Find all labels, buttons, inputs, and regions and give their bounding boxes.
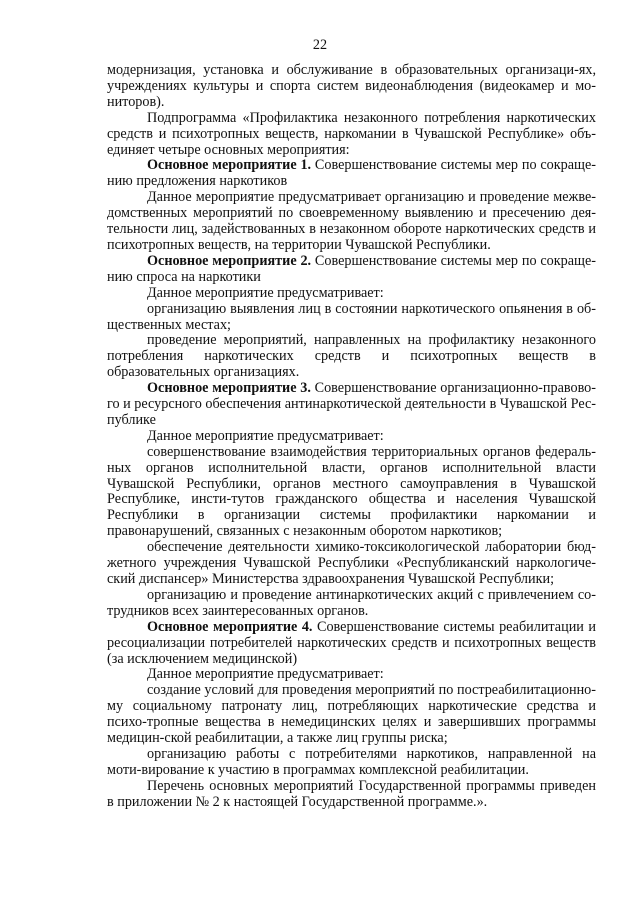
paragraph-text: Перечень основных мероприятий Государственной программы приведен в приложении № 2 к настоящей Государственной программе.». xyxy=(107,777,596,810)
paragraph-text: организацию выявления лиц в состоянии наркотического опьянения в об-щественных местах; xyxy=(107,300,596,333)
paragraph xyxy=(107,190,596,254)
section-heading: Основное мероприятие 2. xyxy=(147,252,312,269)
paragraph xyxy=(107,429,596,445)
paragraph xyxy=(107,302,596,334)
section-heading: Основное мероприятие 1. xyxy=(147,157,312,174)
section-paragraph xyxy=(107,620,596,668)
paragraph-text: Подпрограмма «Профилактика незаконного потребления наркотических средств и психотропных веществ, наркомании в Чувашской Республике» объ-единяет четыре основных мероприятия: xyxy=(107,109,596,158)
paragraph-text: Совершенствование организационно-правово-го и ресурсного обеспечения антинаркотической деятельности в Чувашской Рес-публике xyxy=(107,380,596,428)
paragraph-text: создание условий для проведения мероприятий по постреабилитационно-му социальному патронату лиц, потребляющих наркотические средства и психо-тропные вещества в немедицинских целях и завершивших программы медицин-ской реабилитации, а также лиц группы риска; xyxy=(107,682,596,747)
section-heading: Основное мероприятие 3. xyxy=(147,380,311,397)
paragraph-text: обеспечение деятельности химико-токсикологической лаборатории бюд-жетного учреждения Чувашской Республики «Республиканский наркологиче-ский диспансер» Министерства здравоохранения Чувашской Республики; xyxy=(107,539,596,587)
paragraph-text: Совершенствование системы реабилитации и ресоциализации потребителей наркотических средств и психотропных веществ (за исключением медицинской) xyxy=(107,618,596,667)
paragraph xyxy=(107,683,596,747)
paragraph xyxy=(107,63,596,111)
section-paragraph xyxy=(107,381,596,429)
section-heading: Основное мероприятие 4. xyxy=(147,618,313,635)
paragraph-text: Совершенствование системы мер по сокраще-нию спроса на наркотики xyxy=(107,252,596,285)
paragraph xyxy=(107,333,596,381)
paragraph xyxy=(107,667,596,683)
paragraph-text: проведение мероприятий, направленных на профилактику незаконного потребления наркотических средств и психотропных веществ в образовательных организациях. xyxy=(107,332,596,381)
section-paragraph xyxy=(107,158,596,190)
paragraph-text: организацию и проведение антинаркотических акций с привлечением со-трудников всех заинтересованных органов. xyxy=(107,586,596,619)
paragraph-text: Данное мероприятие предусматривает организацию и проведение межве-домственных мероприятий по своевременному выявлению и пресечению дея-тельности лиц, задействованных в незаконном обороте наркотических средств и психотропных веществ, на территории Чувашской Республики. xyxy=(107,189,596,253)
paragraph xyxy=(107,779,596,811)
paragraph xyxy=(107,445,596,540)
paragraph-text: Данное мероприятие предусматривает: xyxy=(147,427,384,444)
paragraph xyxy=(107,286,596,302)
paragraph-text: Данное мероприятие предусматривает: xyxy=(147,666,384,683)
paragraph-text: модернизация, установка и обслуживание в образовательных организаци-ях, учреждениях культуры и спорта систем видеонаблюдения (видеокамер и мо-ниторов). xyxy=(107,62,596,110)
paragraph-text: Данное мероприятие предусматривает: xyxy=(147,284,384,301)
document-body xyxy=(107,63,596,811)
paragraph-text: организацию работы с потребителями наркотиков, направленной на моти-вирование к участию в программах комплексной реабилитации. xyxy=(107,745,596,778)
paragraph xyxy=(107,111,596,159)
paragraph-text: Совершенствование системы мер по сокраще-нию предложения наркотиков xyxy=(107,157,596,190)
paragraph xyxy=(107,540,596,588)
paragraph-text: совершенствование взаимодействия территориальных органов федераль-ных органов исполнительной власти, органов исполнительной власти Чувашской Республики, органов местного самоуправления в Чувашской Республике, инсти-тутов гражданского общества и населения Чувашской Республики в организации системы профилактики наркомании и правонарушений, связанных с незаконным оборотом наркотиков; xyxy=(107,443,596,540)
paragraph xyxy=(107,588,596,620)
page-number: 22 xyxy=(312,37,328,53)
section-paragraph xyxy=(107,254,596,286)
paragraph xyxy=(107,747,596,779)
